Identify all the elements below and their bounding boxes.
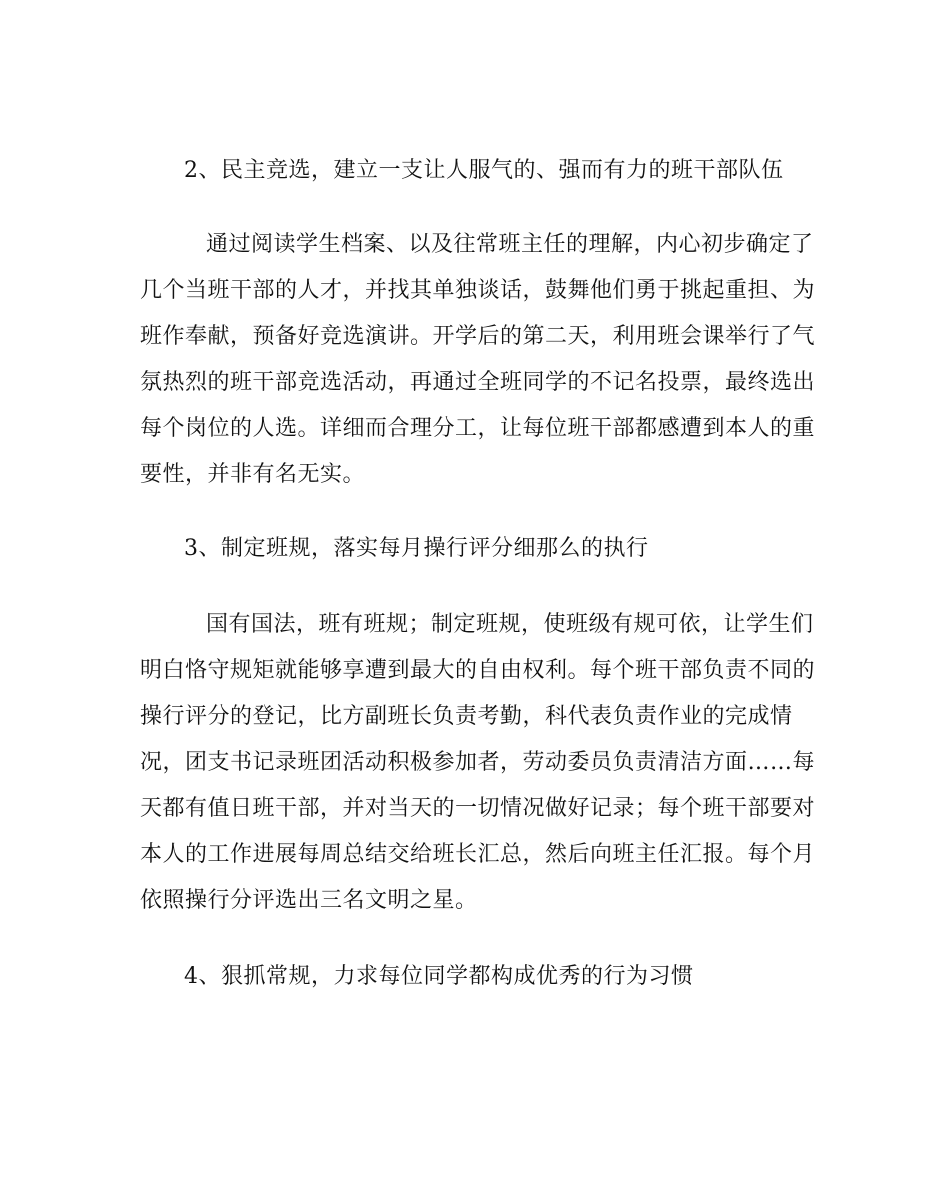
paragraph-line: 要性，并非有名无实。 — [140, 462, 366, 487]
paragraph-line: 明白恪守规矩就能够享遭到最大的自由权利。每个班干部负责不同的 — [140, 658, 816, 683]
paragraph-line: 本人的工作进展每周总结交给班长汇总，然后向班主任汇报。每个月 — [140, 842, 816, 867]
section-heading-2: 2、民主竞选，建立一支让人服气的、强而有力的班干部队伍 — [184, 158, 784, 183]
paragraph-line: 操行评分的登记，比方副班长负责考勤，科代表负责作业的完成情 — [140, 704, 793, 729]
paragraph-line: 依照操行分评选出三名文明之星。 — [140, 888, 478, 913]
paragraph-line: 通过阅读学生档案、以及往常班主任的理解，内心初步确定了 — [206, 232, 814, 257]
paragraph-line: 氛热烈的班干部竞选活动，再通过全班同学的不记名投票，最终选出 — [140, 370, 816, 395]
paragraph-line: 班作奉献，预备好竞选演讲。开学后的第二天，利用班会课举行了气 — [140, 324, 816, 349]
paragraph-line: 况，团支书记录班团活动积极参加者，劳动委员负责清洁方面……每 — [140, 750, 816, 775]
paragraph-line: 每个岗位的人选。详细而合理分工，让每位班干部都感遭到本人的重 — [140, 416, 816, 441]
paragraph-line: 国有国法，班有班规；制定班规，使班级有规可依，让学生们 — [206, 612, 814, 637]
section-heading-4: 4、狠抓常规，力求每位同学都构成优秀的行为习惯 — [184, 964, 694, 989]
section-heading-3: 3、制定班规，落实每月操行评分细那么的执行 — [184, 536, 649, 561]
paragraph-line: 几个当班干部的人才，并找其单独谈话，鼓舞他们勇于挑起重担、为 — [140, 278, 816, 303]
paragraph-line: 天都有值日班干部，并对当天的一切情况做好记录；每个班干部要对 — [140, 796, 816, 821]
